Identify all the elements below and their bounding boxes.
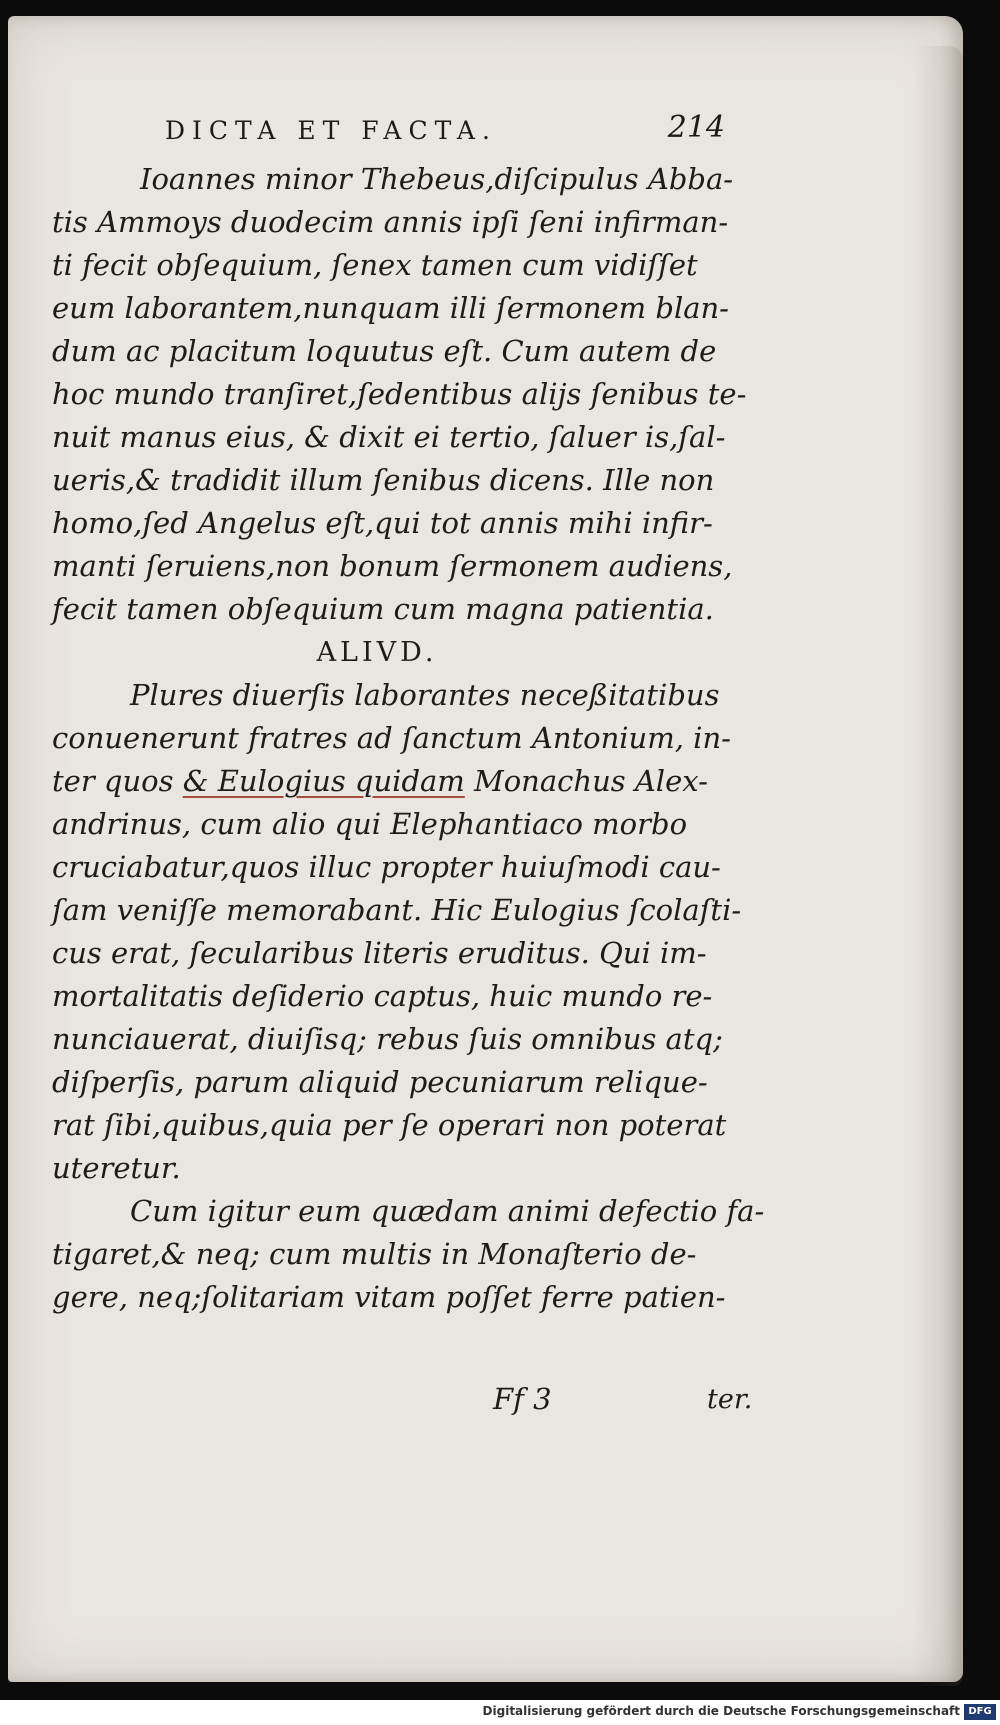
text-line: manti ſeruiens,non bonum ſermonem audiens, <box>52 549 733 583</box>
signature-mark: Ff 3 <box>493 1382 552 1416</box>
text-line: tis Ammoys duodecim annis ipſi ſeni infirman- <box>52 205 729 239</box>
underlined-phrase: & Eulogius quidam <box>182 764 465 798</box>
text-line: nuit manus eius, & dixit ei tertio, ſaluer is,ſal- <box>52 420 726 454</box>
text-line: rat ſibi,quibus,quia per ſe operari non poterat <box>52 1108 727 1142</box>
text-line: Cum igitur eum quædam animi defectio fa- <box>130 1194 765 1228</box>
text-line: cus erat, ſecularibus literis eruditus. Qui im- <box>52 936 707 970</box>
catchword: ter. <box>707 1384 753 1415</box>
text-line: Plures diuerſis laborantes neceßitatibus <box>130 678 720 712</box>
text-line: uteretur. <box>52 1151 181 1185</box>
credit-bar <box>0 1700 1000 1725</box>
text-line: ti fecit obſequium, ſenex tamen cum vidiſſet <box>52 248 698 282</box>
text-line: eum laborantem,nunquam illi ſermonem blan- <box>52 291 729 325</box>
text-fragment: Monachus Alex- <box>464 764 708 798</box>
text-line: dum ac placitum loquutus eſt. Cum autem de <box>52 334 717 368</box>
text-line-with-underline <box>52 760 742 803</box>
text-fragment: ter quos <box>52 764 183 798</box>
text-line: diſperſis, parum aliquid pecuniarum relique- <box>52 1065 708 1099</box>
text-line: conuenerunt fratres ad ſanctum Antonium, in- <box>52 721 731 755</box>
running-head-title: DICTA ET FACTA. <box>165 116 497 145</box>
text-line: hoc mundo tranſiret,ſedentibus alijs ſenibus te- <box>52 377 747 411</box>
text-line: homo,ſed Angelus eſt,qui tot annis mihi infir- <box>52 506 713 540</box>
text-line: ſam veniſſe memorabant. Hic Eulogius ſcolaſti- <box>52 893 742 927</box>
text-line: mortalitatis deſiderio captus, huic mundo re- <box>52 979 713 1013</box>
running-head <box>165 110 725 156</box>
text-line: fecit tamen obſequium cum magna patientia. <box>52 592 714 626</box>
funding-credit: Digitalisierung gefördert durch die Deutsche Forschungsgemeinschaft <box>482 1704 960 1718</box>
text-line: tigaret,& neq; cum multis in Monaſterio de- <box>52 1237 697 1271</box>
text-line: andrinus, cum alio qui Elephantiaco morbo <box>52 807 688 841</box>
text-line: Ioannes minor Thebeus,diſcipulus Abba- <box>140 162 734 196</box>
text-line: ueris,& tradidit illum ſenibus dicens. Ille non <box>52 463 715 497</box>
dfg-logo-icon: DFG <box>964 1704 996 1720</box>
text-line: gere, neq;ſolitariam vitam poſſet ferre patien- <box>52 1280 726 1314</box>
section-heading: ALIVD. <box>316 637 438 668</box>
page-text <box>52 158 765 1319</box>
page-number: 214 <box>667 110 725 145</box>
page-edge-shadow <box>913 46 963 1686</box>
text-line: cruciabatur,quos illuc propter huiuſmodi cau- <box>52 850 721 884</box>
text-line: nunciauerat, diuiſisq; rebus ſuis omnibus atq; <box>52 1022 723 1056</box>
